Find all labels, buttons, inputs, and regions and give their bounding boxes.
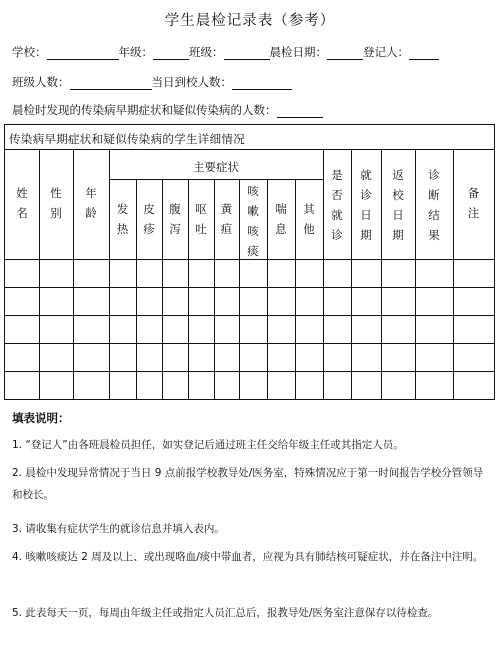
col-fever-header: 发 热 <box>116 202 129 236</box>
form-row-1 <box>12 44 439 60</box>
divider <box>5 371 494 372</box>
recorder-input[interactable] <box>409 47 439 60</box>
school-label: 学校： <box>12 45 47 59</box>
divider <box>5 315 494 316</box>
divider <box>5 343 494 344</box>
class-input[interactable] <box>224 47 270 60</box>
grade-label: 年级： <box>118 45 153 59</box>
grade-input[interactable] <box>153 47 189 60</box>
class-label: 班级： <box>189 45 224 59</box>
col-age-header: 年 龄 <box>85 186 97 220</box>
col-name-header: 姓 名 <box>16 186 28 220</box>
suspected-label: 晨检时发现的传染病早期症状和疑似传染病的人数： <box>12 103 277 117</box>
note-item: 3. 请收集有症状学生的就诊信息并填入表内。 <box>12 523 225 535</box>
class-count-label: 班级人数： <box>12 75 70 89</box>
note-item: 2. 晨检中发现异常情况于当日 9 点前报学校教导处/医务室，特殊情况应于第一时间报告学校分管领导和校长。 <box>12 467 484 501</box>
note-item: 5. 此表每天一页，每周由年级主任或指定人员汇总后，报教导处/医务室注意保存以待检查。 <box>12 607 439 619</box>
divider <box>5 149 494 150</box>
form-row-2 <box>12 74 292 90</box>
date-input[interactable] <box>327 47 363 60</box>
suspected-input[interactable] <box>277 105 323 118</box>
col-rash-header: 皮 疹 <box>143 202 155 236</box>
table-title: 传染病早期症状和疑似传染病的学生详细情况 <box>9 132 245 146</box>
page-title: 学生晨检记录表（参考） <box>164 13 336 29</box>
col-wheeze-header: 喘 息 <box>275 202 287 236</box>
class-count-input[interactable] <box>70 77 152 90</box>
col-visited-header: 是 否 就 诊 <box>331 168 343 242</box>
col-jaundice-header: 黄 疸 <box>220 202 233 236</box>
date-label: 晨检日期： <box>269 45 327 59</box>
col-sex-header: 性 别 <box>50 186 62 220</box>
divider <box>5 287 494 288</box>
recorder-label: 登记人： <box>363 45 409 59</box>
notes-heading: 填表说明： <box>12 411 70 425</box>
col-other-header: 其 他 <box>303 202 315 236</box>
note-item: 4. 咳嗽咳痰达 2 周及以上、或出现咯血/痰中带血者，应视为具有肺结核可疑症状，并在备注中注明。 <box>12 551 484 563</box>
col-return-date-header: 返 校 日 期 <box>392 168 404 242</box>
symptoms-group-header: 主要症状 <box>193 160 239 174</box>
col-remark-header: 备 注 <box>467 186 480 220</box>
form-row-3 <box>12 102 323 118</box>
col-vomit-header: 呕 吐 <box>195 202 207 236</box>
present-count-label: 当日到校人数： <box>151 75 232 89</box>
note-item: 1. “登记人”由各班晨检员担任，如实登记后通过班主任交给年级主任或其指定人员。 <box>12 439 404 451</box>
school-input[interactable] <box>47 47 119 60</box>
col-cough-header: 咳 嗽 咳 痰 <box>247 184 259 258</box>
present-count-input[interactable] <box>232 77 292 90</box>
col-diagnosis-header: 诊 断 结 果 <box>428 168 440 242</box>
divider <box>109 149 110 399</box>
col-diarrhea-header: 腹 泻 <box>169 202 181 236</box>
detail-table <box>4 124 495 400</box>
col-visit-date-header: 就 诊 日 期 <box>360 168 372 242</box>
divider <box>109 179 323 180</box>
